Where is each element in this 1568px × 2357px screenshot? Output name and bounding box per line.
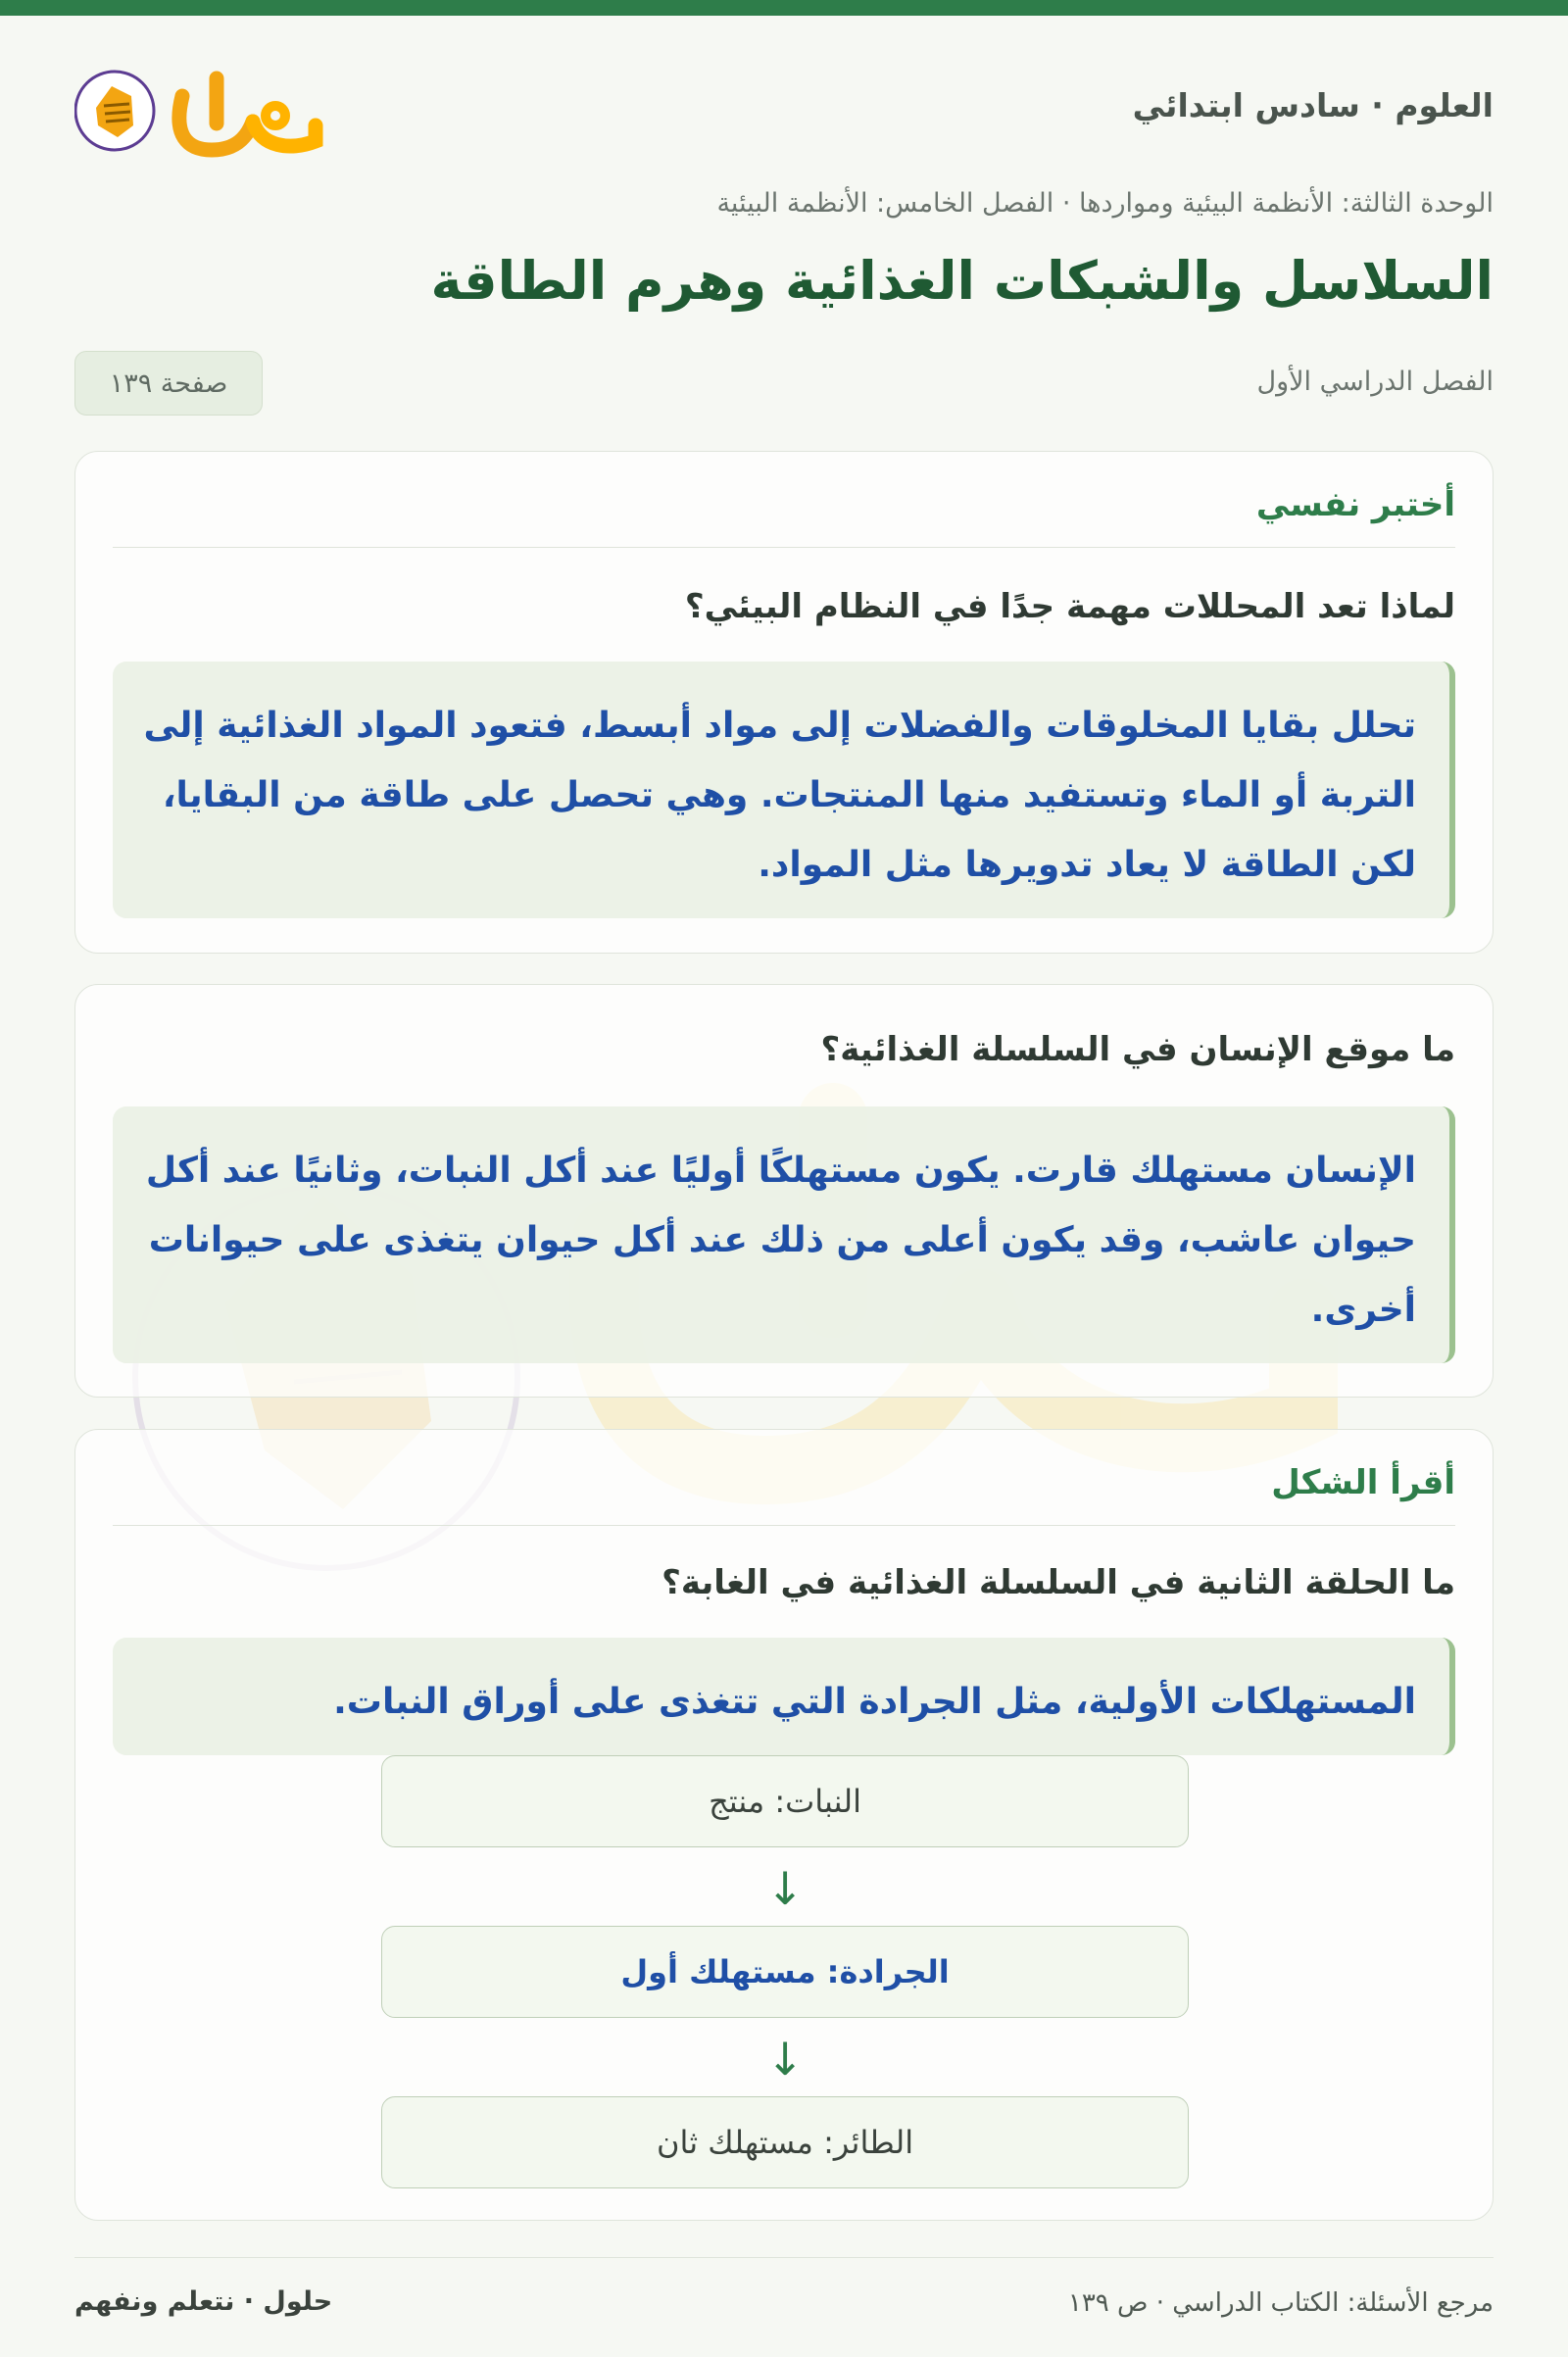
- chain-step-bird: الطائر: مستهلك ثان: [381, 2096, 1189, 2188]
- footer-divider: [74, 2257, 1494, 2258]
- subject-label: العلوم · سادس ابتدائي: [1132, 86, 1494, 124]
- human-position-card: [74, 984, 1494, 1398]
- hulul-logo[interactable]: [74, 57, 329, 165]
- section-heading-text: أختبر نفسي: [1255, 485, 1455, 524]
- chain-arrow-down-icon: ↓: [765, 2033, 805, 2086]
- answer-human-position: الإنسان مستهلك قارت. يكون مستهلكًا أوليًا عند أكل النبات، وثانيًا عند أكل حيوان عاشب، وقد يكون أعلى من ذلك عند أكل حيوان يتغذى على حيوانات أخرى.: [113, 1106, 1455, 1363]
- answer-second-link: المستهلكات الأولية، مثل الجرادة التي تتغذى على أوراق النبات.: [113, 1638, 1455, 1755]
- page-number-badge: صفحة ١٣٩: [74, 351, 263, 416]
- question-human-position: ما موقع الإنسان في السلسلة الغذائية؟: [820, 1030, 1455, 1069]
- breadcrumb: الوحدة الثالثة: الأنظمة البيئية ومواردها · الفصل الخامس: الأنظمة البيئية: [716, 188, 1494, 219]
- page-header: [74, 57, 1494, 165]
- chain-step-plant: النبات: منتج: [381, 1755, 1189, 1847]
- section-heading: [113, 452, 1455, 548]
- question-second-link: ما الحلقة الثانية في السلسلة الغذائية في الغابة؟: [662, 1563, 1455, 1602]
- chain-step-locust: الجرادة: مستهلك أول: [381, 1926, 1189, 2018]
- page-title: السلاسل والشبكات الغذائية وهرم الطاقة: [430, 250, 1494, 312]
- chain-arrow-down-icon: ↓: [765, 1862, 805, 1915]
- footer-reference: مرجع الأسئلة: الكتاب الدراسي · ص ١٣٩: [1067, 2288, 1494, 2318]
- read-figure-card: [74, 1429, 1494, 2221]
- semester-label: الفصل الدراسي الأول: [1256, 367, 1494, 397]
- section-heading-text: أقرأ الشكل: [1271, 1463, 1455, 1502]
- footer-brand[interactable]: حلول · نتعلم ونفهم: [74, 2286, 333, 2317]
- question-decomposers: لماذا تعد المحللات مهمة جدًا في النظام البيئي؟: [684, 587, 1455, 626]
- self-test-card: [74, 451, 1494, 954]
- answer-decomposers: تحلل بقايا المخلوقات والفضلات إلى مواد أبسط، فتعود المواد الغذائية إلى التربة أو الماء وتستفيد منها المنتجات. وهي تحصل على طاقة من البقايا، لكن الطاقة لا يعاد تدويرها مثل المواد.: [113, 662, 1455, 918]
- section-heading: [113, 1430, 1455, 1526]
